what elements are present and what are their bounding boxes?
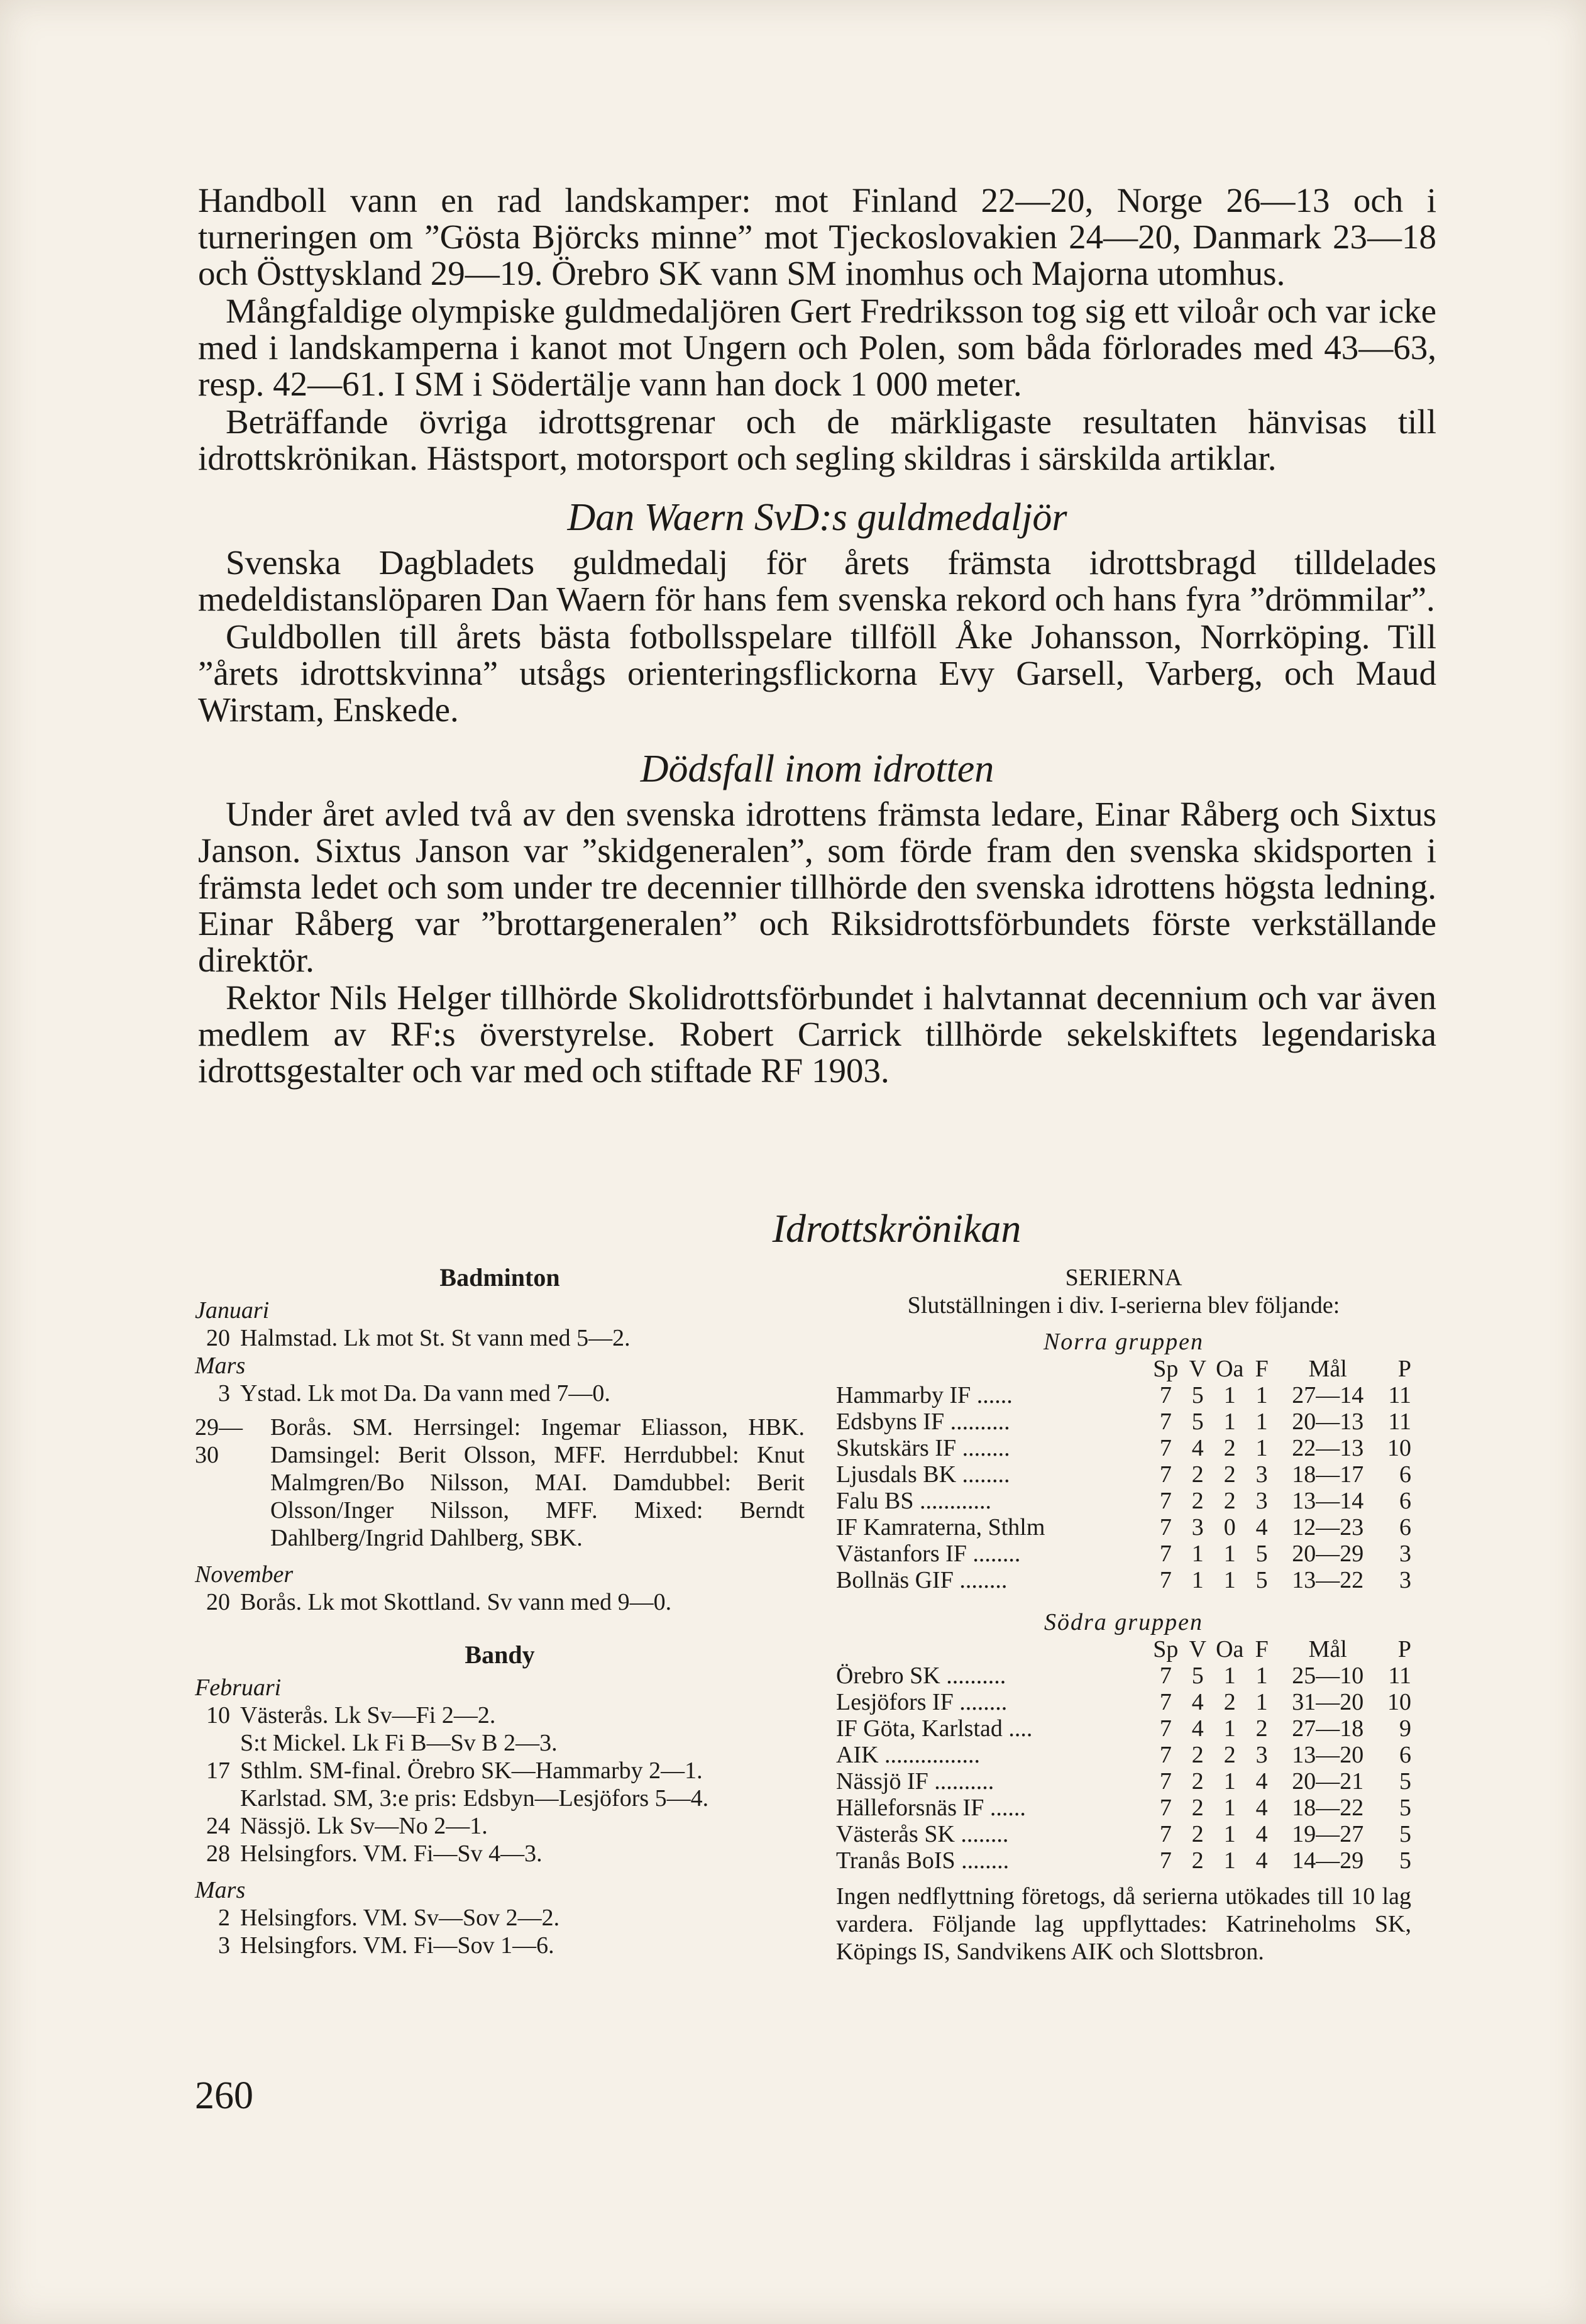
table-row	[836, 1461, 1411, 1488]
played-cell: 7	[1159, 1689, 1172, 1715]
entry-text: Helsingfors. VM. Fi—Sv 4—3.	[240, 1840, 542, 1867]
goals-cell: 25—10	[1292, 1663, 1364, 1689]
goals-cell: 22—13	[1292, 1435, 1364, 1461]
played-cell: 7	[1159, 1742, 1172, 1768]
played-cell: 7	[1159, 1715, 1172, 1742]
table-row	[836, 1795, 1411, 1821]
team-name-cell: IF Göta, Karlstad ....	[836, 1715, 1033, 1742]
points-cell: 10	[1387, 1689, 1411, 1715]
draws-cell: 1	[1223, 1567, 1236, 1593]
points-cell: 3	[1399, 1541, 1411, 1567]
column-header: Mål	[1308, 1356, 1347, 1382]
losses-cell: 4	[1255, 1795, 1268, 1821]
losses-cell: 3	[1255, 1461, 1268, 1488]
chronicle-entry	[195, 1757, 805, 1784]
entry-day: 20	[206, 1325, 230, 1351]
serierna-subtitle: Slutställningen i div. I-serierna blev följande:	[907, 1292, 1340, 1319]
wins-cell: 2	[1191, 1821, 1204, 1847]
losses-cell: 5	[1255, 1541, 1268, 1567]
played-cell: 7	[1159, 1461, 1172, 1488]
entry-day: 20	[206, 1589, 230, 1615]
team-name-cell: Edsbyns IF ..........	[836, 1408, 1010, 1435]
losses-cell: 2	[1255, 1715, 1268, 1742]
draws-cell: 2	[1223, 1488, 1236, 1514]
serierna-note: Ingen nedflyttning företogs, då serierna utökades till 10 lag vardera. Följande lag uppflyttades: Katrineholms SK, Köpings IS, Sandvikens AIK och Slottsbron.	[836, 1883, 1411, 1965]
played-cell: 7	[1159, 1663, 1172, 1689]
chronicle-entry	[195, 1324, 805, 1352]
column-header: Oa	[1216, 1356, 1244, 1382]
losses-cell: 3	[1255, 1742, 1268, 1768]
entry-text: S:t Mickel. Lk Fi B—Sv B 2—3.	[240, 1730, 558, 1756]
goals-cell: 19—27	[1292, 1821, 1364, 1847]
wins-cell: 4	[1191, 1715, 1204, 1742]
draws-cell: 1	[1223, 1768, 1236, 1795]
played-cell: 7	[1159, 1821, 1172, 1847]
chronicle-entry	[195, 1380, 805, 1407]
main-text	[198, 182, 1436, 1089]
losses-cell: 4	[1255, 1768, 1268, 1795]
column-header: Sp	[1153, 1636, 1179, 1663]
goals-cell: 13—14	[1292, 1488, 1364, 1514]
chronicle-entry	[195, 1932, 805, 1959]
team-name-cell: Bollnäs GIF ........	[836, 1567, 1008, 1593]
column-header: F	[1255, 1636, 1269, 1663]
team-name-cell: Tranås BoIS ........	[836, 1847, 1010, 1874]
sodra-group-title: Södra gruppen	[1044, 1609, 1203, 1635]
points-cell: 11	[1388, 1408, 1411, 1435]
wins-cell: 1	[1191, 1541, 1204, 1567]
month-label: Februari	[195, 1674, 282, 1701]
team-name-cell: Skutskärs IF ........	[836, 1435, 1010, 1461]
column-header: V	[1189, 1356, 1207, 1382]
chronicle-entry	[195, 1840, 805, 1868]
wins-cell: 2	[1191, 1847, 1204, 1874]
entry-text: Västerås. Lk Sv—Fi 2—2.	[240, 1702, 496, 1729]
draws-cell: 1	[1223, 1821, 1236, 1847]
losses-cell: 4	[1255, 1514, 1268, 1541]
losses-cell: 3	[1255, 1488, 1268, 1514]
team-name-cell: Västanfors IF ........	[836, 1541, 1021, 1567]
wins-cell: 4	[1191, 1689, 1204, 1715]
goals-cell: 27—14	[1292, 1382, 1364, 1408]
wins-cell: 2	[1191, 1768, 1204, 1795]
table-row	[836, 1435, 1411, 1461]
draws-cell: 2	[1223, 1435, 1236, 1461]
goals-cell: 20—29	[1292, 1541, 1364, 1567]
chronicle-entry	[195, 1812, 805, 1840]
entry-text: Borås. SM. Herrsingel: Ingemar Eliasson, HBK. Damsingel: Berit Olsson, MFF. Herrdubbel: Knut Malmgren/Bo Nilsson, MAI. Damdubbel: Berit Olsson/Inger Nilsson, MFF. Mixed: Berndt Dahlberg/Ingrid Dahlberg, SBK.	[270, 1414, 805, 1551]
table-header-row	[836, 1636, 1411, 1663]
played-cell: 7	[1159, 1768, 1172, 1795]
chronicle-entry	[195, 1904, 805, 1932]
played-cell: 7	[1159, 1541, 1172, 1567]
played-cell: 7	[1159, 1488, 1172, 1514]
section-heading-dodsfall: Dödsfall inom idrotten	[640, 748, 994, 790]
entry-day: 24	[206, 1813, 230, 1839]
table-row	[836, 1715, 1411, 1742]
month-label: Mars	[195, 1877, 246, 1903]
points-cell: 6	[1399, 1488, 1411, 1514]
entry-day: 28	[206, 1840, 230, 1867]
entry-day: 3	[218, 1380, 230, 1407]
goals-cell: 14—29	[1292, 1847, 1364, 1874]
losses-cell: 4	[1255, 1847, 1268, 1874]
entry-day	[195, 1729, 240, 1757]
goals-cell: 27—18	[1292, 1715, 1364, 1742]
entry-text: Halmstad. Lk mot St. St vann med 5—2.	[240, 1325, 631, 1351]
norra-group-title: Norra gruppen	[1043, 1329, 1204, 1355]
entry-text: Nässjö. Lk Sv—No 2—1.	[240, 1813, 488, 1839]
points-cell: 9	[1399, 1715, 1411, 1742]
goals-cell: 20—21	[1292, 1768, 1364, 1795]
column-header: P	[1397, 1356, 1411, 1382]
wins-cell: 5	[1191, 1408, 1204, 1435]
points-cell: 5	[1399, 1795, 1411, 1821]
table-row	[836, 1847, 1411, 1874]
losses-cell: 5	[1255, 1567, 1268, 1593]
entry-text: Sthlm. SM-final. Örebro SK—Hammarby 2—1.	[240, 1757, 703, 1784]
intro-paragraph-3: Beträffande övriga idrottsgrenar och de märkligaste resultaten hänvisas till idrottskrönikan. Hästsport, motorsport och segling skildras i särskilda artiklar.	[198, 402, 1436, 477]
table-header-row	[836, 1356, 1411, 1382]
points-cell: 11	[1388, 1663, 1411, 1689]
draws-cell: 1	[1223, 1795, 1236, 1821]
wins-cell: 3	[1191, 1514, 1204, 1541]
draws-cell: 2	[1223, 1689, 1236, 1715]
wins-cell: 2	[1191, 1461, 1204, 1488]
team-name-cell: Falu BS ............	[836, 1488, 992, 1514]
wins-cell: 2	[1191, 1795, 1204, 1821]
team-name-cell: Västerås SK ........	[836, 1821, 1009, 1847]
entry-day	[195, 1784, 240, 1812]
bandy-title: Bandy	[465, 1641, 535, 1669]
intro-paragraph-1: Handboll vann en rad landskamper: mot Finland 22—20, Norge 26—13 och i turneringen om ”Gösta Björcks minne” mot Tjeckoslovakien 24—20, Danmark 23—18 och Östtyskland 29—19. Örebro SK vann SM inomhus och Majorna utomhus.	[198, 181, 1436, 292]
entry-text: Borås. Lk mot Skottland. Sv vann med 9—0.	[240, 1589, 672, 1615]
points-cell: 6	[1399, 1514, 1411, 1541]
played-cell: 7	[1159, 1567, 1172, 1593]
draws-cell: 1	[1223, 1663, 1236, 1689]
chronicle-entry	[195, 1784, 805, 1812]
entry-text: Karlstad. SM, 3:e pris: Edsbyn—Lesjöfors 5—4.	[240, 1785, 709, 1812]
column-header: P	[1397, 1636, 1411, 1663]
entry-day: 2	[218, 1905, 230, 1931]
wins-cell: 4	[1191, 1435, 1204, 1461]
played-cell: 7	[1159, 1435, 1172, 1461]
entry-day: 10	[206, 1702, 230, 1729]
played-cell: 7	[1159, 1847, 1172, 1874]
sodra-standings-table	[836, 1636, 1411, 1874]
losses-cell: 1	[1255, 1408, 1268, 1435]
wins-cell: 1	[1191, 1567, 1204, 1593]
losses-cell: 1	[1255, 1382, 1268, 1408]
entry-text: Helsingfors. VM. Fi—Sov 1—6.	[240, 1932, 554, 1959]
team-name-cell: Hammarby IF ......	[836, 1382, 1013, 1408]
chronicle-entry	[195, 1588, 805, 1616]
points-cell: 3	[1399, 1567, 1411, 1593]
losses-cell: 1	[1255, 1435, 1268, 1461]
section-heading-waern: Dan Waern SvD:s guldmedaljör	[567, 496, 1067, 539]
draws-cell: 0	[1223, 1514, 1236, 1541]
goals-cell: 20—13	[1292, 1408, 1364, 1435]
points-cell: 6	[1399, 1461, 1411, 1488]
table-row	[836, 1689, 1411, 1715]
team-name-cell: Hälleforsnäs IF ......	[836, 1795, 1026, 1821]
column-header: Mål	[1308, 1636, 1347, 1663]
entry-text: Helsingfors. VM. Sv—Sov 2—2.	[240, 1905, 560, 1931]
right-column	[836, 1264, 1411, 1966]
losses-cell: 1	[1255, 1689, 1268, 1715]
table-row	[836, 1567, 1411, 1593]
dodsfall-paragraph-1: Under året avled två av den svenska idrottens främsta ledare, Einar Råberg och Sixtus Janson. Sixtus Janson var ”skidgeneralen”, som förde fram den svenska skidsporten i främsta ledet och som under tre decennier tillhörde den svenska idrottens högsta ledning. Einar Råberg var ”brottargeneralen” och Riksidrottsförbundets förste verkställande direktör.	[198, 795, 1436, 979]
points-cell: 10	[1387, 1435, 1411, 1461]
badminton-title: Badminton	[439, 1263, 560, 1292]
column-header: Sp	[1153, 1356, 1179, 1382]
waern-paragraph-2: Guldbollen till årets bästa fotbollsspelare tillföll Åke Johansson, Norrköping. Till ”årets idrottskvinna” utsågs orienteringsflickorna Evy Garsell, Varberg, och Maud Wirstam, Enskede.	[198, 617, 1436, 729]
goals-cell: 18—22	[1292, 1795, 1364, 1821]
team-name-cell: Nässjö IF ..........	[836, 1768, 994, 1795]
waern-paragraph-1: Svenska Dagbladets guldmedalj för årets främsta idrottsbragd tilldelades medeldistanslöparen Dan Waern för hans fem svenska rekord och hans fyra ”drömmilar”.	[198, 543, 1436, 618]
played-cell: 7	[1159, 1514, 1172, 1541]
wins-cell: 2	[1191, 1488, 1204, 1514]
points-cell: 5	[1399, 1821, 1411, 1847]
team-name-cell: Örebro SK ..........	[836, 1663, 1006, 1689]
table-row	[836, 1768, 1411, 1795]
draws-cell: 2	[1223, 1742, 1236, 1768]
entry-text: Ystad. Lk mot Da. Da vann med 7—0.	[240, 1380, 610, 1407]
chronicle-entry	[195, 1414, 805, 1552]
goals-cell: 12—23	[1292, 1514, 1364, 1541]
table-row	[836, 1663, 1411, 1689]
entry-day: 3	[218, 1932, 230, 1959]
losses-cell: 4	[1255, 1821, 1268, 1847]
month-label: Mars	[195, 1353, 246, 1379]
goals-cell: 18—17	[1292, 1461, 1364, 1488]
table-row	[836, 1541, 1411, 1567]
played-cell: 7	[1159, 1408, 1172, 1435]
team-name-cell: Lesjöfors IF ........	[836, 1689, 1008, 1715]
table-row	[836, 1408, 1411, 1435]
points-cell: 5	[1399, 1768, 1411, 1795]
wins-cell: 5	[1191, 1663, 1204, 1689]
draws-cell: 1	[1223, 1847, 1236, 1874]
month-label: November	[195, 1561, 294, 1588]
draws-cell: 1	[1223, 1408, 1236, 1435]
draws-cell: 1	[1223, 1715, 1236, 1742]
table-row	[836, 1742, 1411, 1768]
intro-paragraph-2: Mångfaldige olympiske guldmedaljören Gert Fredriksson tog sig ett viloår och var icke med i landskamperna i kanot mot Ungern och Polen, som båda förlorades med 43—63, resp. 42—61. I SM i Södertälje vann han dock 1 000 meter.	[198, 292, 1436, 403]
norra-standings-table	[836, 1356, 1411, 1593]
played-cell: 7	[1159, 1382, 1172, 1408]
team-name-cell: IF Kamraterna, Sthlm	[836, 1514, 1045, 1541]
column-header: F	[1255, 1356, 1269, 1382]
table-row	[836, 1382, 1411, 1408]
month-label: Januari	[195, 1297, 270, 1324]
dodsfall-paragraph-2: Rektor Nils Helger tillhörde Skolidrottsförbundet i halvtannat decennium och var även medlem av RF:s överstyrelse. Robert Carrick tillhörde sekelskiftets legendariska idrottsgestalter och var med och stiftade RF 1903.	[198, 978, 1436, 1090]
page-number: 260	[195, 2074, 253, 2117]
chronicle-title: Idrottskrönikan	[772, 1206, 1022, 1251]
points-cell: 6	[1399, 1742, 1411, 1768]
table-row	[836, 1488, 1411, 1514]
losses-cell: 1	[1255, 1663, 1268, 1689]
column-header: V	[1189, 1636, 1207, 1663]
team-name-cell: Ljusdals BK ........	[836, 1461, 1010, 1488]
chronicle-entry	[195, 1702, 805, 1729]
goals-cell: 13—22	[1292, 1567, 1364, 1593]
goals-cell: 13—20	[1292, 1742, 1364, 1768]
wins-cell: 2	[1191, 1742, 1204, 1768]
draws-cell: 1	[1223, 1382, 1236, 1408]
chronicle-entry	[195, 1729, 805, 1757]
goals-cell: 31—20	[1292, 1689, 1364, 1715]
draws-cell: 2	[1223, 1461, 1236, 1488]
draws-cell: 1	[1223, 1541, 1236, 1567]
played-cell: 7	[1159, 1795, 1172, 1821]
points-cell: 5	[1399, 1847, 1411, 1874]
left-column	[195, 1264, 805, 1959]
wins-cell: 5	[1191, 1382, 1204, 1408]
entry-day: 17	[206, 1757, 230, 1784]
column-header: Oa	[1216, 1636, 1244, 1663]
points-cell: 11	[1388, 1382, 1411, 1408]
table-row	[836, 1514, 1411, 1541]
serierna-title: SERIERNA	[1065, 1264, 1182, 1291]
team-name-cell: AIK ................	[836, 1742, 981, 1768]
table-row	[836, 1821, 1411, 1847]
entry-day: 29—30	[195, 1414, 243, 1468]
